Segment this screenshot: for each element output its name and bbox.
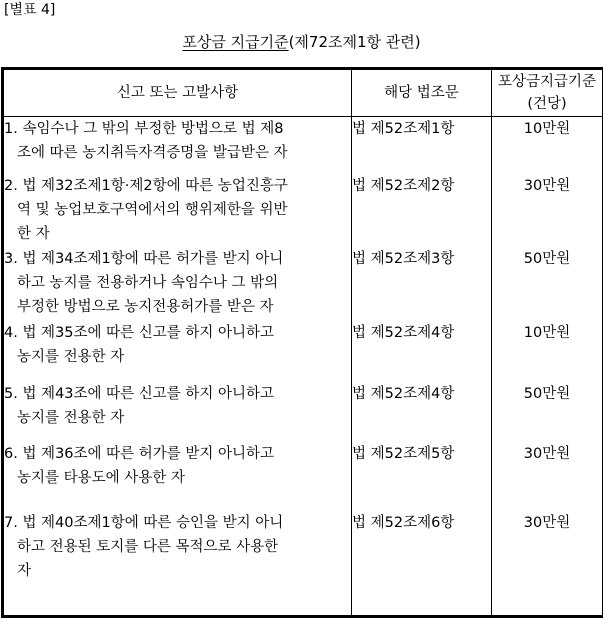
- table-row: [3, 382, 603, 442]
- amount-cell: 30만원: [492, 442, 603, 511]
- annex-label: [별표 4]: [4, 2, 56, 18]
- amount-cell: 10만원: [492, 321, 603, 382]
- item-line: 4. 법 제35조에 따른 신고를 하지 아니하고: [4, 325, 275, 341]
- item-line: 자: [17, 563, 32, 579]
- article-cell: 법 제52조제5항: [352, 442, 492, 511]
- header-amount-line2: (건당): [527, 96, 567, 112]
- header-article: 해당 법조문: [352, 69, 492, 117]
- amount-cell: 30만원: [492, 174, 603, 247]
- item-line: 5. 법 제43조에 따른 신고를 하지 아니하고: [4, 386, 275, 402]
- amount-cell: 30만원: [492, 511, 603, 617]
- item-line: 농지를 타용도에 사용한 자: [17, 470, 185, 486]
- header-amount: [492, 69, 603, 117]
- item-cell: [3, 174, 352, 247]
- article-cell: 법 제52조제6항: [352, 511, 492, 617]
- item-cell: [3, 382, 352, 442]
- amount-cell: 50만원: [492, 382, 603, 442]
- title-sub: (제72조제1항 관련): [288, 33, 421, 51]
- amount-cell: 10만원: [492, 117, 603, 175]
- table-row: [3, 174, 603, 247]
- article-cell: 법 제52조제4항: [352, 382, 492, 442]
- item-line: 농지를 전용한 자: [17, 410, 125, 426]
- item-line: 역 및 농업보호구역에서의 행위제한을 위반: [17, 202, 288, 218]
- header-amount-line1: 포상금지급기준: [497, 74, 597, 90]
- item-line: 한 자: [17, 226, 50, 242]
- item-line: 1. 속임수나 그 밖의 부정한 방법으로 법 제8: [4, 121, 284, 137]
- item-line: 6. 법 제36조에 따른 허가를 받지 아니하고: [4, 446, 275, 462]
- item-cell: [3, 247, 352, 321]
- amount-cell: 50만원: [492, 247, 603, 321]
- table-row: [3, 511, 603, 617]
- article-cell: 법 제52조제4항: [352, 321, 492, 382]
- item-line: 부정한 방법으로 농지전용허가를 받은 자: [17, 299, 274, 315]
- table-row: [3, 117, 603, 175]
- item-cell: [3, 117, 352, 175]
- article-cell: 법 제52조제2항: [352, 174, 492, 247]
- table-row: [3, 442, 603, 511]
- award-criteria-table: [1, 67, 603, 618]
- table-header-row: [3, 69, 603, 117]
- document-title: [0, 32, 603, 52]
- item-cell: [3, 442, 352, 511]
- table-row: [3, 321, 603, 382]
- item-cell: [3, 321, 352, 382]
- header-item: 신고 또는 고발사항: [3, 69, 352, 117]
- article-cell: 법 제52조제3항: [352, 247, 492, 321]
- item-line: 하고 전용된 토지를 다른 목적으로 사용한: [17, 539, 279, 555]
- item-line: 하고 농지를 전용하거나 속임수나 그 밖의: [17, 275, 279, 291]
- item-cell: [3, 511, 352, 617]
- item-line: 조에 따른 농지취득자격증명을 발급받은 자: [17, 145, 288, 161]
- item-line: 3. 법 제34조제1항에 따른 허가를 받지 아니: [4, 251, 284, 267]
- table-row: [3, 247, 603, 321]
- item-line: 2. 법 제32조제1항·제2항에 따른 농업진흥구: [4, 178, 288, 194]
- item-line: 7. 법 제40조제1항에 따른 승인을 받지 아니: [4, 515, 284, 531]
- item-line: 농지를 전용한 자: [17, 349, 125, 365]
- article-cell: 법 제52조제1항: [352, 117, 492, 175]
- title-main: 포상금 지급기준: [182, 33, 289, 51]
